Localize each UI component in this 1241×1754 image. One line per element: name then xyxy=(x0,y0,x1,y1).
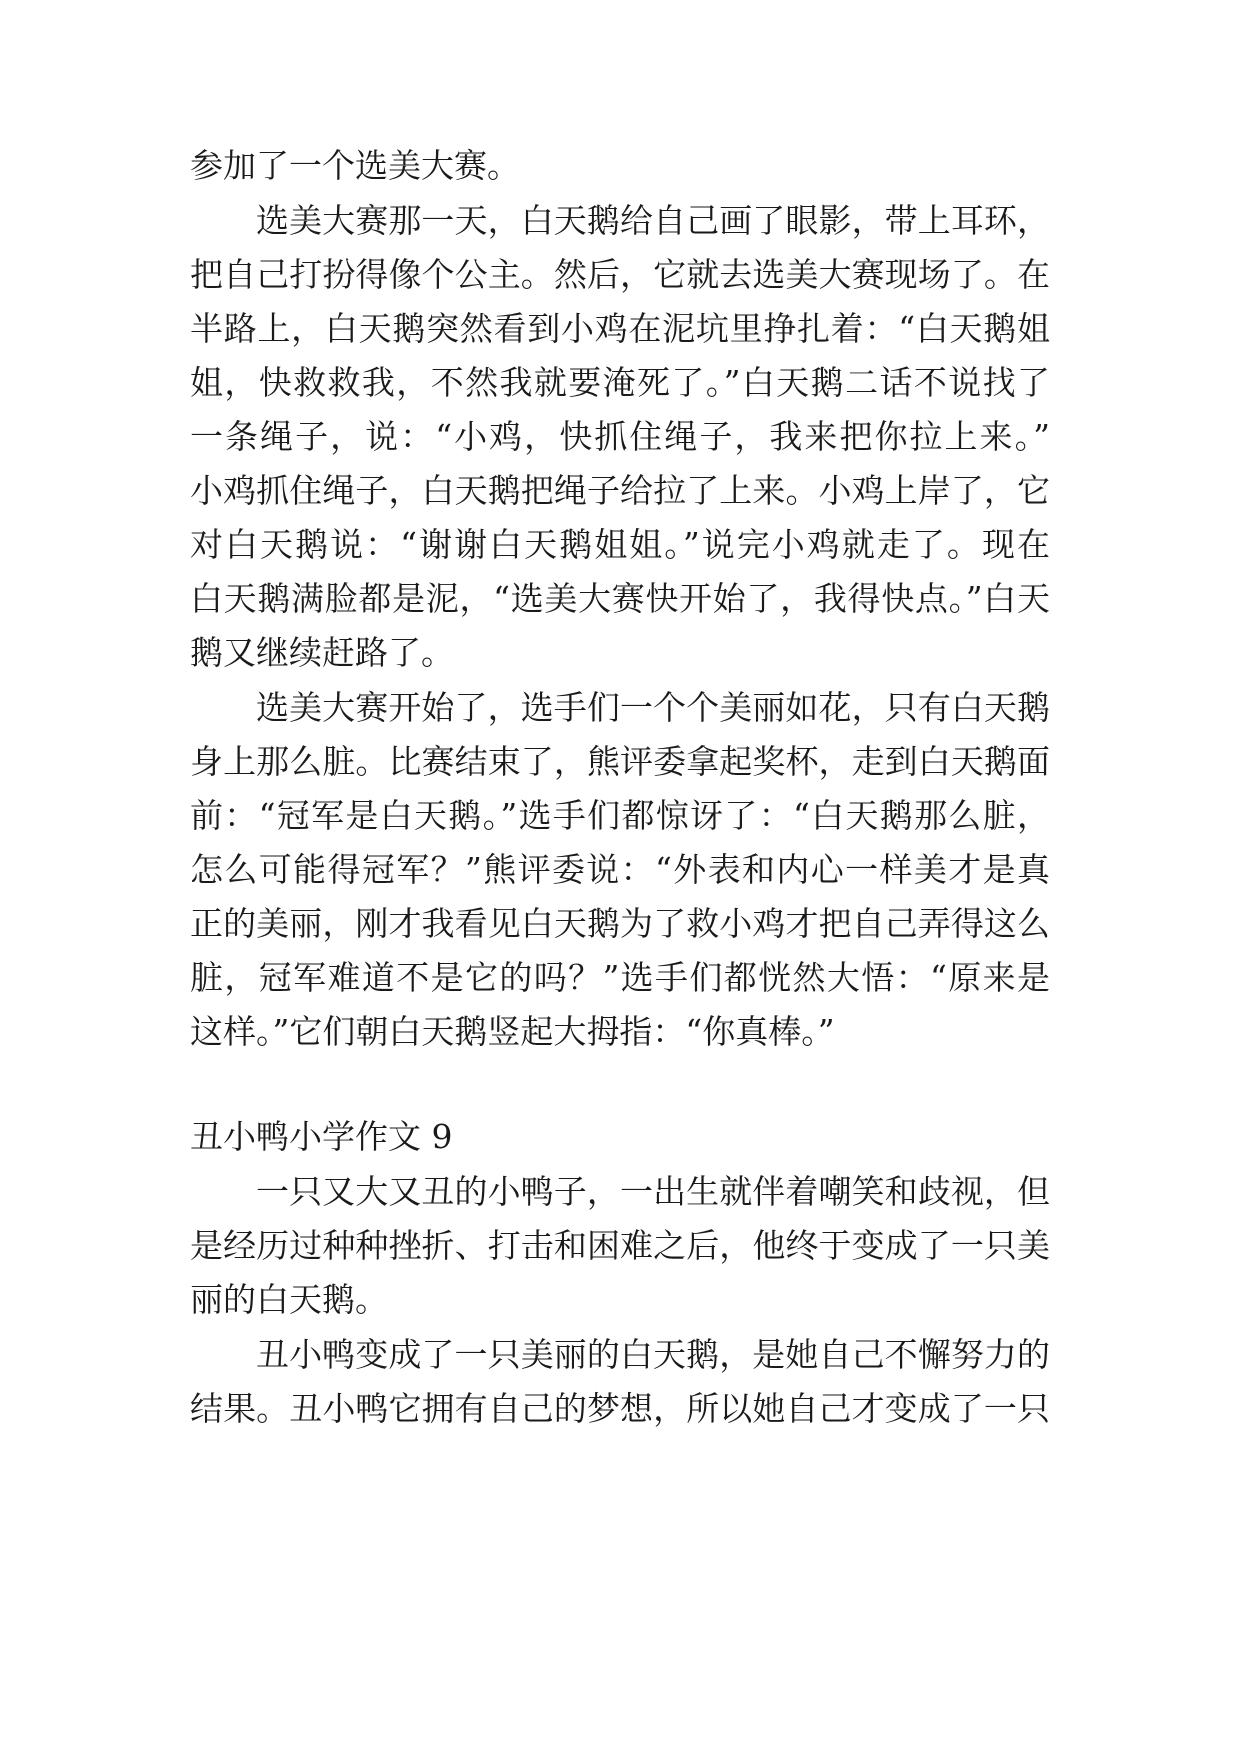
paragraph-line: 姐，快救救我，不然我就要淹死了。”白天鹅二话不说找了 xyxy=(190,363,1050,402)
paragraph-line: 前：“冠军是白天鹅。”选手们都惊讶了：“白天鹅那么脏， xyxy=(190,796,1050,835)
paragraph-line: 结果。丑小鸭它拥有自己的梦想，所以她自己才变成了一只 xyxy=(190,1389,1050,1428)
paragraph-line: 把自己打扮得像个公主。然后，它就去选美大赛现场了。在 xyxy=(190,255,1050,294)
paragraph-line: 脏，冠军难道不是它的吗？”选手们都恍然大悟：“原来是 xyxy=(190,958,1050,997)
paragraph-line: 小鸡抓住绳子，白天鹅把绳子给拉了上来。小鸡上岸了，它 xyxy=(190,471,1050,510)
paragraph-line: 是经历过种种挫折、打击和困难之后，他终于变成了一只美 xyxy=(190,1226,1050,1265)
paragraph-line: 丑小鸭变成了一只美丽的白天鹅，是她自己不懈努力的 xyxy=(256,1335,1050,1374)
paragraph-line: 选美大赛那一天，白天鹅给自己画了眼影，带上耳环， xyxy=(256,201,1050,240)
paragraph-line: 一条绳子，说：“小鸡，快抓住绳子，我来把你拉上来。” xyxy=(190,417,1050,456)
paragraph-line: 一只又大又丑的小鸭子，一出生就伴着嘲笑和歧视，但 xyxy=(256,1172,1050,1211)
paragraph-line: 身上那么脏。比赛结束了，熊评委拿起奖杯，走到白天鹅面 xyxy=(190,742,1050,781)
paragraph-line: 怎么可能得冠军？”熊评委说：“外表和内心一样美才是真 xyxy=(190,850,1050,889)
paragraph-line: 参加了一个选美大赛。 xyxy=(190,146,520,185)
section-heading: 丑小鸭小学作文 9 xyxy=(190,1117,453,1156)
paragraph-line: 半路上，白天鹅突然看到小鸡在泥坑里挣扎着：“白天鹅姐 xyxy=(190,309,1050,348)
paragraph-line: 鹅又继续赶路了。 xyxy=(190,633,454,672)
paragraph-line: 对白天鹅说：“谢谢白天鹅姐姐。”说完小鸡就走了。现在 xyxy=(190,525,1050,564)
paragraph-line: 丽的白天鹅。 xyxy=(190,1280,388,1319)
paragraph-line: 选美大赛开始了，选手们一个个美丽如花，只有白天鹅 xyxy=(256,688,1050,727)
paragraph-line: 这样。”它们朝白天鹅竖起大拇指：“你真棒。” xyxy=(190,1012,835,1051)
paragraph-line: 正的美丽，刚才我看见白天鹅为了救小鸡才把自己弄得这么 xyxy=(190,904,1050,943)
paragraph-line: 白天鹅满脸都是泥，“选美大赛快开始了，我得快点。”白天 xyxy=(190,579,1050,618)
